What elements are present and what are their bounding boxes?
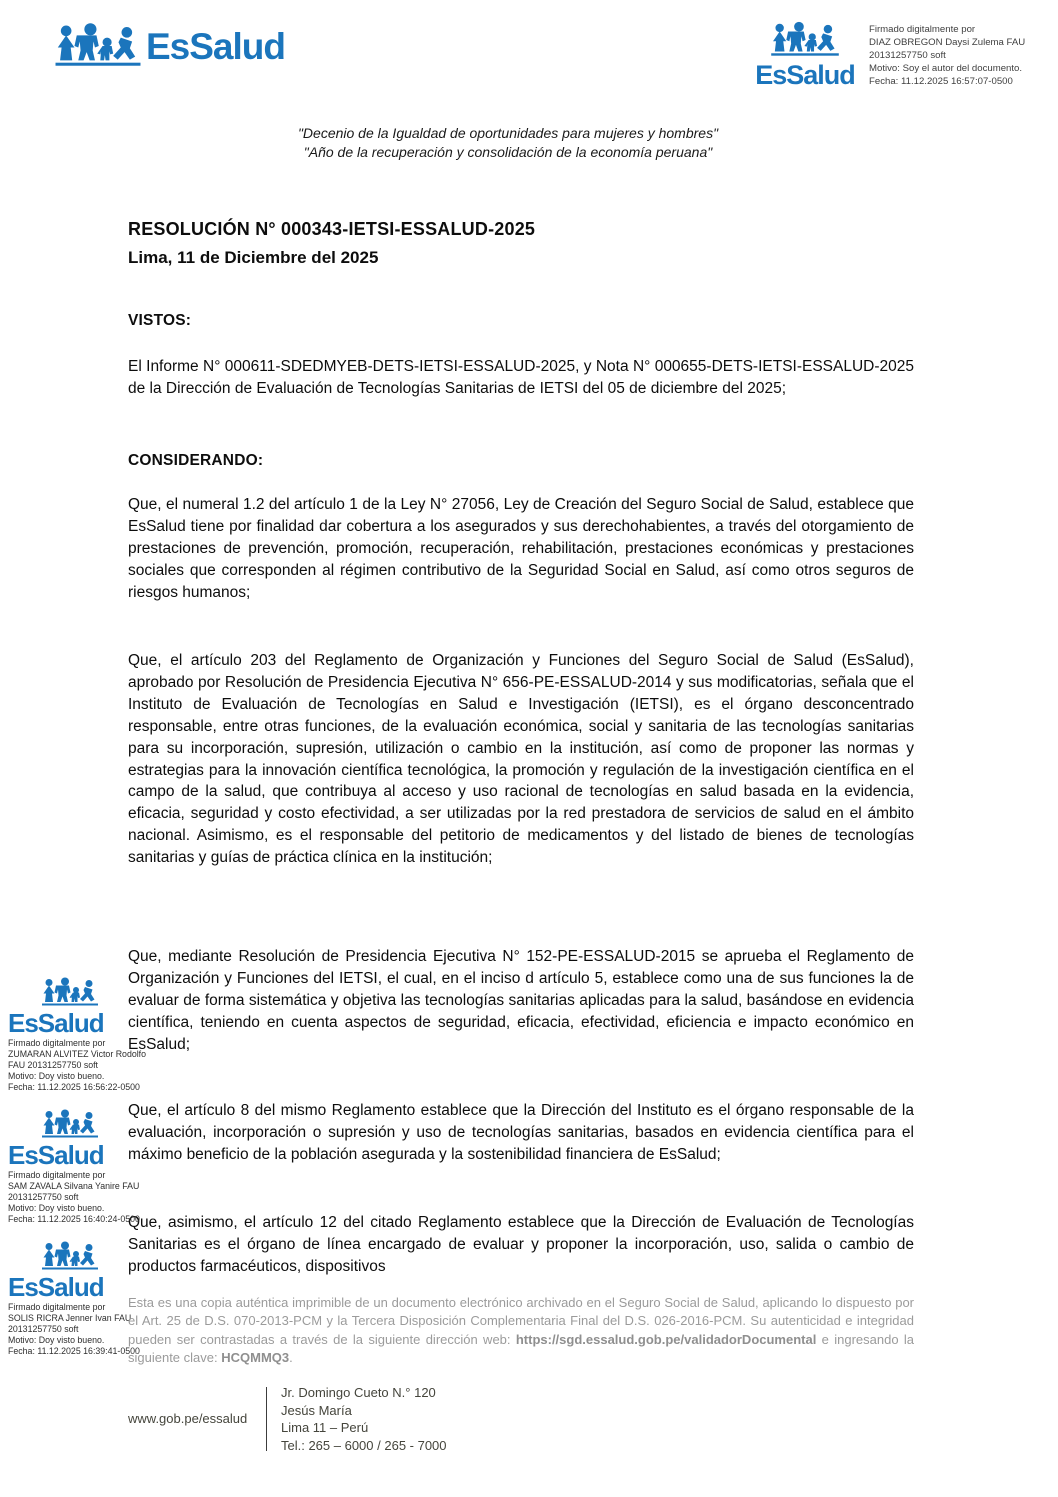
- signature-line: Firmado digitalmente por: [8, 1170, 106, 1180]
- essalud-family-icon: [41, 1108, 99, 1141]
- paragraph-considerando-3: Que, mediante Resolución de Presidencia Ejecutiva N° 152-PE-ESSALUD-2015 se aprueba el Reglamento de Organización y Funciones del IETSI, el cual, en el inciso d artículo 5, establece como una de sus funciones la de evaluar de forma sistemática y objetiva las tecnologías sanitarias aplicadas para la salud, basándose en evidencia científica, teniendo en cuenta aspectos de seguridad, eficacia, efectividad, eficiencia e impacto económico en EsSalud;: [128, 948, 914, 1053]
- signature-line: Motivo: Doy visto bueno.: [8, 1202, 105, 1213]
- signature-line: Fecha: 11.12.2025 16:56:22-0500: [8, 1081, 140, 1092]
- resolution-date: Lima, 11 de Diciembre del 2025: [128, 248, 379, 267]
- essalud-family-icon: [54, 20, 142, 72]
- footer-address: [281, 1384, 447, 1454]
- essalud-wordmark: EsSalud: [8, 1008, 104, 1038]
- essalud-wordmark: EsSalud: [8, 1140, 104, 1170]
- signature-line: DIAZ OBREGON Daysi Zulema FAU: [869, 36, 1026, 48]
- essalud-wordmark: EsSalud: [755, 60, 855, 90]
- essalud-family-icon: [41, 1240, 99, 1273]
- digital-signature-stamp-1: [8, 976, 147, 1093]
- paragraph-vistos: El Informe N° 000611-SDEDMYEB-DETS-IETSI-ESSALUD-2025, y Nota N° 000655-DETS-IETSI-ESSALUD-2025 de la Dirección de Evaluación de Tecnologías Sanitarias de IETSI del 05 de diciembre del 2025;: [128, 358, 914, 397]
- signature-line: Motivo: Doy visto bueno.: [8, 1070, 105, 1081]
- validator-url: https://sgd.essalud.gob.pe/validadorDocumental: [515, 1331, 817, 1347]
- essalud-family-icon: [41, 976, 99, 1009]
- signature-line: Firmado digitalmente por: [8, 1302, 106, 1312]
- address-line: Jr. Domingo Cueto N.° 120: [281, 1385, 436, 1400]
- essalud-logo-header: [54, 20, 285, 72]
- footer-website: www.gob.pe/essalud: [128, 1411, 248, 1427]
- authenticity-text: e ingresando la siguiente clave:: [128, 1331, 914, 1366]
- essalud-logo-signature: [755, 20, 855, 89]
- paragraph-considerando-2: Que, el artículo 203 del Reglamento de Organización y Funciones del Seguro Social de Salud (EsSalud), aprobado por Resolución de Presidencia Ejecutiva N° 656-PE-ESSALUD-2014 y sus modificatorias, señala que el Instituto de Evaluación de Tecnologías en Salud e Investigación (IETSI), es el órgano desconcentrado responsable, entre otras funciones, de la evaluación económica, social y sanitaria de las tecnologías sanitarias para su incorporación, supresión, utilización o cambio en la institución, así como de proponer las normas y estrategias para la innovación científica tecnológica, la promoción y regulación de la investigación científica en el campo de la salud, que contribuya al acceso y uso racional de tecnologías en salud basada en la evidencia, eficacia, seguridad y costo efectividad, a ser utilizadas por la red prestadora de servicios de salud en el ámbito nacional. Asimismo, es el responsable del petitorio de medicamentos y del listado de bienes de tecnologías sanitarias y guías de práctica clínica en la institución;: [128, 652, 914, 867]
- page-footer: [128, 1384, 447, 1454]
- digital-signature-author: [869, 24, 1049, 89]
- signature-line: Motivo: Soy el autor del documento.: [869, 62, 1023, 74]
- resolution-title: RESOLUCIÓN N° 000343-IETSI-ESSALUD-2025: [128, 219, 536, 239]
- signature-line: 20131257750 soft: [8, 1191, 79, 1202]
- validation-code: HCQMMQ3: [221, 1350, 290, 1366]
- authenticity-text: Esta es una copia auténtica imprimible de un documento electrónico archivado en el Seguro Social de Salud, aplicando lo dispuesto por el Art. 25 de D.S. 070-2013-PCM y la Tercera Disposición Complementaria Final del D.S. 026-2016-PCM. Su autenticidad e integridad pueden ser contrastadas a través de la siguiente dirección web:: [128, 1295, 914, 1347]
- signature-line: Firmado digitalmente por: [8, 1038, 106, 1048]
- signature-line: ZUMARAN ALVITEZ Victor Rodolfo: [8, 1048, 147, 1059]
- signature-line: 20131257750 soft: [869, 49, 946, 61]
- section-heading-considerando: CONSIDERANDO:: [128, 452, 264, 469]
- section-heading-vistos: VISTOS:: [128, 312, 192, 329]
- paragraph-considerando-1: Que, el numeral 1.2 del artículo 1 de la Ley N° 27056, Ley de Creación del Seguro Social de Salud, establece que EsSalud tiene por finalidad dar cobertura a los asegurados y sus derechohabientes, a través del otorgamiento de prestaciones de prevención, promoción, recuperación, rehabilitación, prestaciones económicas y prestaciones sociales que corresponden al régimen contributivo de la Seguridad Social en Salud, así como otros seguros de riesgos humanos;: [128, 496, 914, 601]
- signature-line: SOLIS RICRA Jenner Ivan FAU: [8, 1312, 132, 1323]
- signature-line: FAU 20131257750 soft: [8, 1059, 98, 1070]
- essalud-wordmark: EsSalud: [8, 1272, 104, 1302]
- signature-line: Firmado digitalmente por: [869, 24, 976, 35]
- digital-signature-stamp-3: [8, 1240, 140, 1357]
- motto-line: "Año de la recuperación y consolidación de la economía peruana": [303, 144, 713, 160]
- signature-line: Motivo: Doy visto bueno.: [8, 1334, 105, 1345]
- signature-line: Fecha: 11.12.2025 16:40:24-0500: [8, 1213, 140, 1224]
- motto-line: "Decenio de la Igualdad de oportunidades para mujeres y hombres": [297, 125, 719, 141]
- authenticity-text: .: [289, 1350, 293, 1366]
- signature-line: Fecha: 11.12.2025 16:39:41-0500: [8, 1345, 140, 1356]
- address-line: Jesús María: [281, 1402, 352, 1418]
- essalud-family-icon: [770, 20, 840, 60]
- signature-line: 20131257750 soft: [8, 1323, 79, 1334]
- paragraph-considerando-5: Que, asimismo, el artículo 12 del citado Reglamento establece que la Dirección de Evaluación de Tecnologías Sanitarias es el órgano de línea encargado de evaluar y proponer la incorporación, uso, salida o cambio de productos farmacéuticos, dispositivos: [128, 1214, 914, 1275]
- paragraph-considerando-4: Que, el artículo 8 del mismo Reglamento establece que la Dirección del Instituto es el órgano responsable de la evaluación, incorporación o supresión y uso de tecnologías sanitarias, basados en evidencia científica para el máximo beneficio de la población asegurada y la sostenibilidad financiera de EsSalud;: [128, 1102, 914, 1163]
- authenticity-note: [128, 1294, 914, 1368]
- signature-line: Fecha: 11.12.2025 16:57:07-0500: [869, 75, 1013, 87]
- address-line: Tel.: 265 – 6000 / 265 - 7000: [281, 1437, 447, 1453]
- footer-divider: [266, 1387, 267, 1451]
- digital-signature-stamp-2: [8, 1108, 140, 1225]
- essalud-wordmark: EsSalud: [146, 25, 285, 67]
- address-line: Lima 11 – Perú: [281, 1420, 369, 1435]
- official-mottos: [0, 124, 1016, 162]
- signature-line: SAM ZAVALA Silvana Yanire FAU: [8, 1180, 140, 1191]
